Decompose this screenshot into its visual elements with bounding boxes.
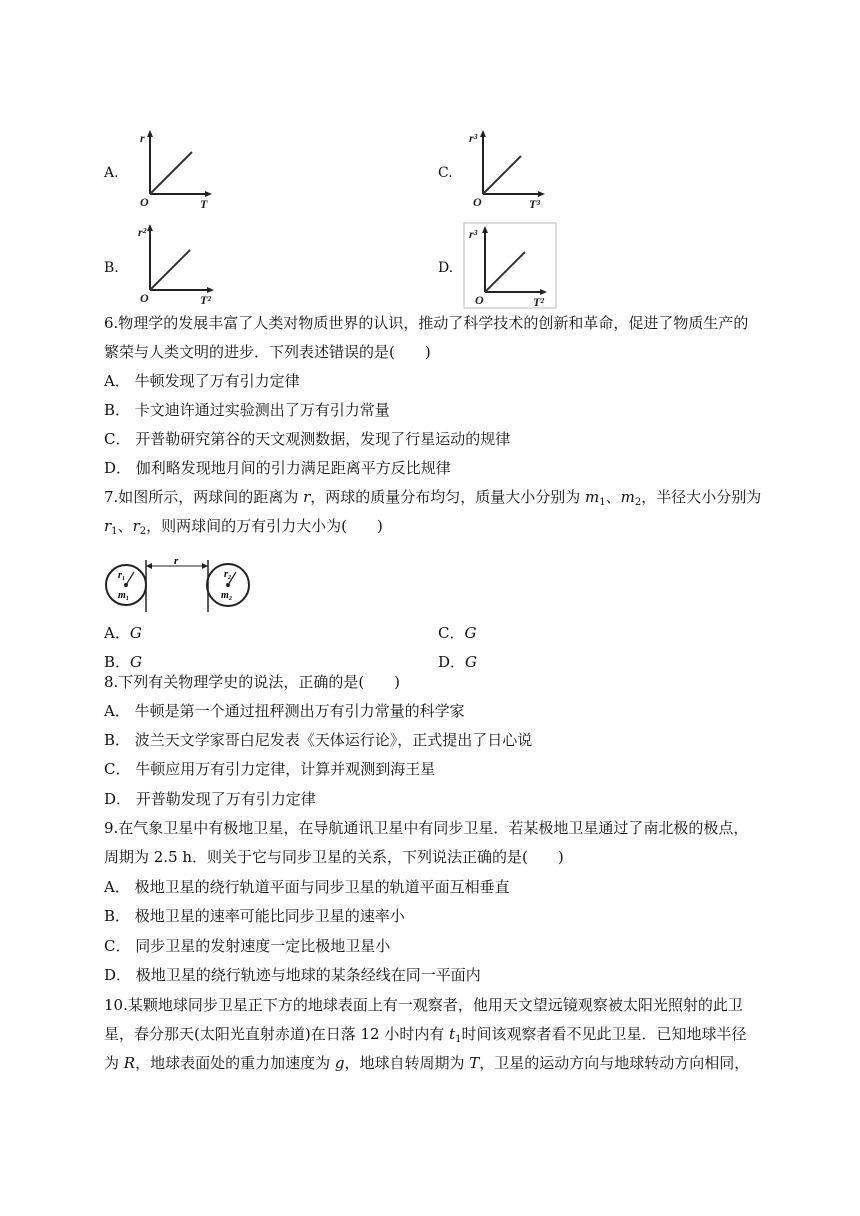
q6-stem-line1: 6.物理学的发展丰富了人类对物质世界的认识，推动了科学技术的创新和革命，促进了物质生产的 xyxy=(104,314,749,332)
q9-option-a: A． 极地卫星的绕行轨道平面与同步卫星的轨道平面互相垂直 xyxy=(104,878,510,896)
origin-label-d: O xyxy=(475,293,484,307)
q10-line3: 为 R，地球表面处的重力加速度为 g，地球自转周期为 T，卫星的运动方向与地球转动方向相同， xyxy=(104,1054,750,1072)
x-axis-label-d: T² xyxy=(533,295,544,309)
option-c-label: C. xyxy=(438,165,453,181)
origin-label-b: O xyxy=(140,291,149,305)
y-axis-label-b: r² xyxy=(138,225,147,239)
svg-text:m₁: m₁ xyxy=(118,590,130,601)
q9-option-d: D． 极地卫星的绕行轨迹与地球的某条经线在同一平面内 xyxy=(104,966,481,984)
option-d-label: D. xyxy=(438,260,454,276)
y-axis-label-d: r³ xyxy=(469,227,478,241)
x-axis-label-a: T xyxy=(200,197,208,211)
q6-option-d: D． 伽利略发现地月间的引力满足距离平方反比规律 xyxy=(104,459,451,477)
q7-stem-line2: $r_1$、$r_2$，则两球间的万有引力大小为( ) xyxy=(104,517,383,537)
x-axis-label-c: T³ xyxy=(529,197,540,211)
graph-option-c xyxy=(463,128,553,213)
x-axis-label-b: T² xyxy=(200,293,211,307)
q8-option-b: B． 波兰天文学家哥白尼发表《天体运行论》，正式提出了日心说 xyxy=(104,731,533,749)
y-axis-label-a: r xyxy=(140,131,145,145)
q10-line2: 星，春分那天(太阳光直射赤道)在日落 12 小时内有 $t_1$时间该观察者看不见此卫星．已知地球半径 xyxy=(104,1025,747,1045)
q6-option-c: C． 开普勒研究第谷的天文观测数据，发现了行星运动的规律 xyxy=(104,430,511,448)
origin-label-c: O xyxy=(473,195,482,209)
option-b-label: B. xyxy=(104,260,119,276)
q9-stem-line2: 周期为 2.5 h．则关于它与同步卫星的关系，下列说法正确的是( ) xyxy=(104,848,564,866)
graph-option-d xyxy=(463,222,558,310)
q7-option-a: A．G xyxy=(104,624,142,642)
q7-option-c: C．G xyxy=(438,624,477,642)
graph-option-b xyxy=(130,222,220,307)
svg-text:r₂: r₂ xyxy=(224,569,232,580)
q9-option-b: B． 极地卫星的速率可能比同步卫星的速率小 xyxy=(104,907,405,925)
q6-option-a: A． 牛顿发现了万有引力定律 xyxy=(104,372,300,390)
q8-option-c: C． 牛顿应用万有引力定律，计算并观测到海王星 xyxy=(104,760,436,778)
two-spheres-figure xyxy=(104,556,256,614)
q7-option-d: D．G xyxy=(438,653,478,671)
q6-option-b: B． 卡文迪许通过实验测出了万有引力常量 xyxy=(104,401,390,419)
svg-text:r₁: r₁ xyxy=(118,570,126,581)
option-a-label: A. xyxy=(104,165,119,181)
q8-option-d: D． 开普勒发现了万有引力定律 xyxy=(104,790,316,808)
y-axis-label-c: r³ xyxy=(469,131,478,145)
graph-option-a xyxy=(130,128,215,213)
q9-stem-line1: 9.在气象卫星中有极地卫星，在导航通讯卫星中有同步卫星．若某极地卫星通过了南北极的极点， xyxy=(104,819,749,837)
q8-option-a: A． 牛顿是第一个通过扭秤测出万有引力常量的科学家 xyxy=(104,702,465,720)
q6-stem-line2: 繁荣与人类文明的进步．下列表述错误的是( ) xyxy=(104,343,431,361)
svg-text:m₂: m₂ xyxy=(221,590,233,601)
origin-label-a: O xyxy=(140,195,149,209)
q9-option-c: C． 同步卫星的发射速度一定比极地卫星小 xyxy=(104,937,391,955)
q8-stem: 8.下列有关物理学史的说法，正确的是( ) xyxy=(104,673,401,691)
q7-stem-line1: 7.如图所示，两球间的距离为 r，两球的质量分布均匀，质量大小分别为 $m_1$、$m_2$，半径大小分别为 xyxy=(104,488,762,508)
q7-option-b: B．G xyxy=(104,653,143,671)
q10-line1: 10.某颗地球同步卫星正下方的地球表面上有一观察者，他用天文望远镜观察被太阳光照射的此卫 xyxy=(104,996,743,1014)
svg-text:r: r xyxy=(174,556,179,567)
